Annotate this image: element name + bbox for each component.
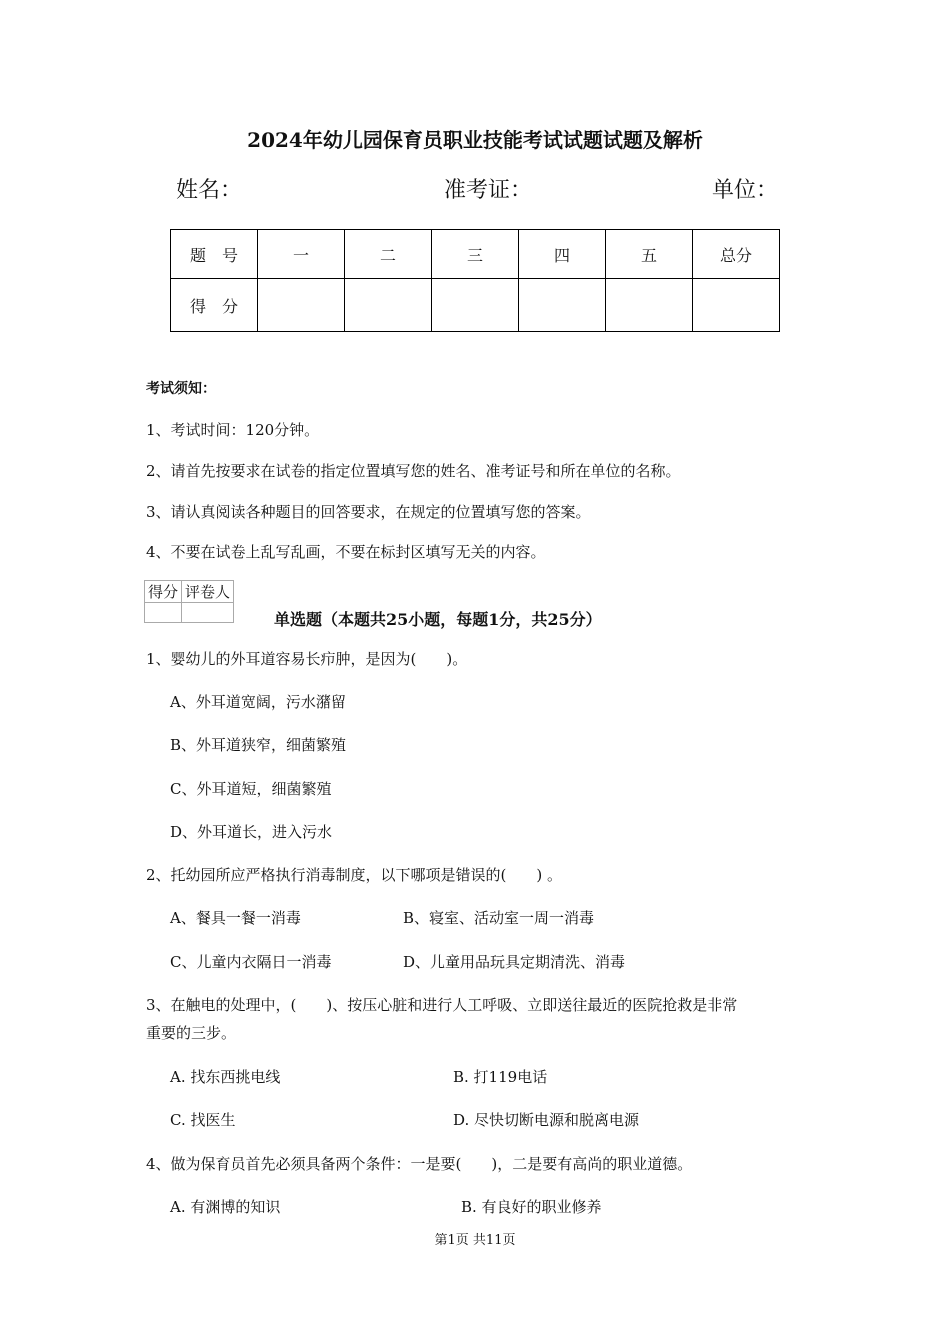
question-stem-continued: 重要的三步。	[146, 1024, 237, 1042]
score-header-cell: 五	[606, 230, 693, 279]
page-footer: 第1页 共11页	[434, 1233, 516, 1248]
answer-option: D、外耳道长，进入污水	[170, 823, 333, 841]
score-header-cell: 三	[432, 230, 519, 279]
unit-field-label: 单位：	[712, 178, 779, 203]
notice-item: 3、请认真阅读各种题目的回答要求，在规定的位置填写您的答案。	[146, 503, 591, 521]
exam-id-field-label: 准考证：	[444, 178, 533, 203]
grader-box	[144, 580, 234, 623]
notice-heading: 考试须知：	[146, 381, 216, 397]
answer-option: B. 有良好的职业修养	[461, 1198, 602, 1216]
score-table-score-row	[171, 279, 780, 332]
answer-option: B、外耳道狭窄，细菌繁殖	[170, 736, 347, 754]
name-field-label: 姓名：	[176, 178, 243, 203]
score-cell[interactable]	[345, 279, 432, 332]
answer-option: B. 打119电话	[453, 1068, 548, 1086]
score-header-cell: 总分	[693, 230, 780, 279]
grader-reviewer-label: 评卷人	[182, 581, 234, 603]
answer-option: B、寝室、活动室一周一消毒	[403, 909, 595, 927]
score-cell[interactable]	[432, 279, 519, 332]
score-table-header-row	[171, 230, 780, 279]
answer-option: C、外耳道短，细菌繁殖	[170, 780, 332, 798]
answer-option: C、儿童内衣隔日一消毒	[170, 953, 332, 971]
score-table	[170, 229, 780, 332]
answer-option: A. 有渊博的知识	[170, 1198, 281, 1216]
score-cell[interactable]	[258, 279, 345, 332]
answer-option: A、餐具一餐一消毒	[170, 909, 301, 927]
answer-option: A、外耳道宽阔，污水潴留	[170, 693, 346, 711]
score-row-label: 得 分	[171, 279, 258, 332]
score-cell[interactable]	[693, 279, 780, 332]
notice-item: 2、请首先按要求在试卷的指定位置填写您的姓名、准考证号和所在单位的名称。	[146, 462, 681, 480]
grader-score-label: 得分	[145, 581, 182, 603]
score-cell[interactable]	[606, 279, 693, 332]
section-heading: 单选题（本题共25小题，每题1分，共25分）	[274, 610, 602, 629]
score-cell[interactable]	[519, 279, 606, 332]
score-header-cell: 二	[345, 230, 432, 279]
notice-item: 1、考试时间：120分钟。	[146, 421, 320, 439]
score-header-cell: 一	[258, 230, 345, 279]
grader-score-cell[interactable]	[145, 603, 182, 623]
question-stem: 1、婴幼儿的外耳道容易长疖肿，是因为( )。	[146, 650, 468, 668]
grader-reviewer-cell[interactable]	[182, 603, 234, 623]
answer-option: C. 找医生	[170, 1111, 236, 1129]
page-title: 2024年幼儿园保育员职业技能考试试题试题及解析	[247, 128, 703, 152]
question-stem: 4、做为保育员首先必须具备两个条件：一是要( )，二是要有高尚的职业道德。	[146, 1155, 693, 1173]
answer-option: D. 尽快切断电源和脱离电源	[453, 1111, 640, 1129]
notice-item: 4、不要在试卷上乱写乱画，不要在标封区填写无关的内容。	[146, 543, 546, 561]
question-stem: 3、在触电的处理中，( )、按压心脏和进行人工呼吸、立即送往最近的医院抢救是非常	[146, 996, 738, 1014]
score-header-cell: 四	[519, 230, 606, 279]
question-stem: 2、托幼园所应严格执行消毒制度，以下哪项是错误的( ) 。	[146, 866, 563, 884]
score-header-cell: 题 号	[171, 230, 258, 279]
answer-option: D、儿童用品玩具定期清洗、消毒	[403, 953, 626, 971]
answer-option: A. 找东西挑电线	[170, 1068, 281, 1086]
